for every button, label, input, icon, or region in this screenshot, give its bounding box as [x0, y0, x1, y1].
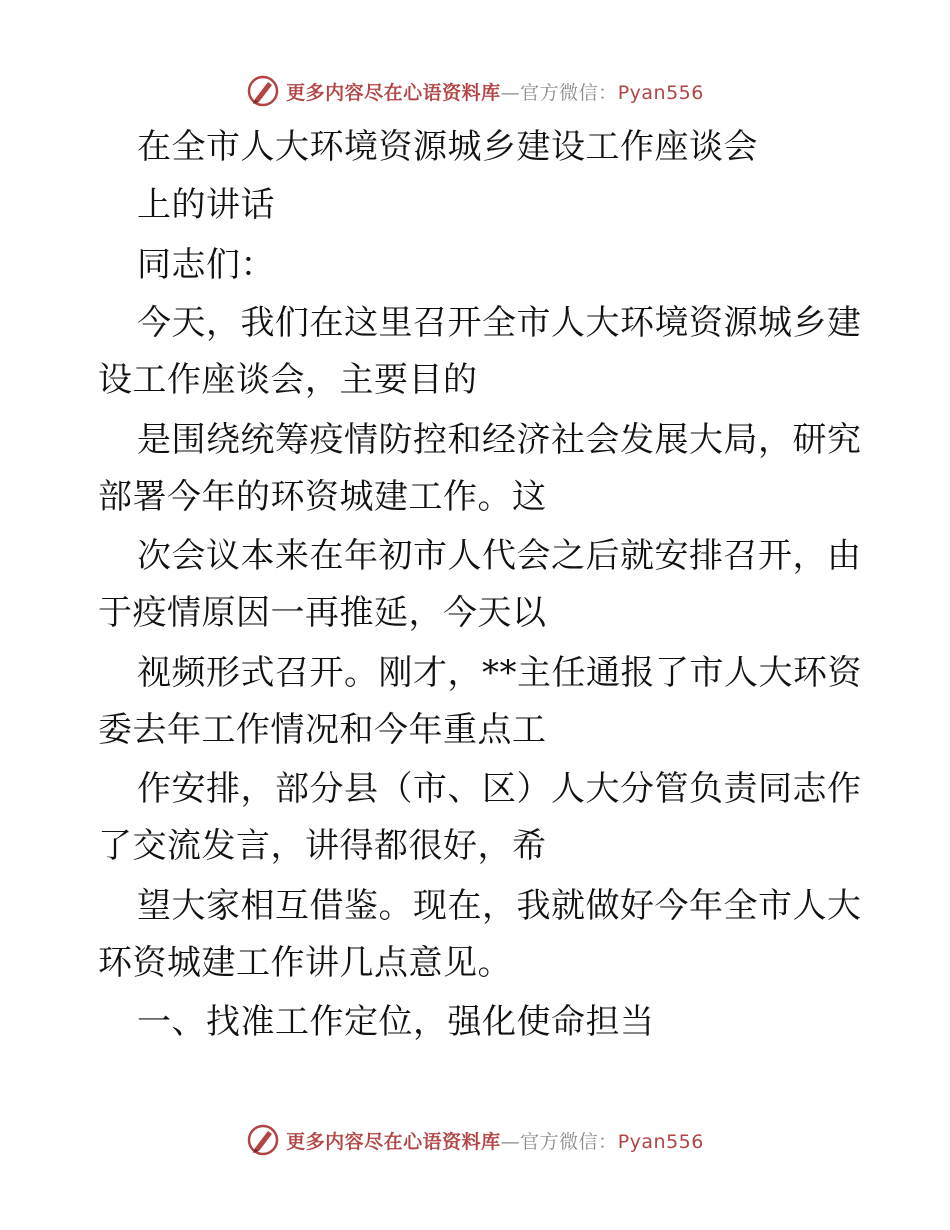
header-watermark: [0, 71, 950, 111]
paragraph-line: 视频形式召开。刚才，**主任通报了市人大环资: [137, 653, 862, 693]
paragraph-line: 今天，我们在这里召开全市人大环境资源城乡建: [137, 303, 862, 343]
paragraph-line: 了交流发言，讲得都很好，希: [98, 826, 547, 866]
logo-icon: [246, 74, 280, 108]
watermark-dash: —: [500, 1130, 521, 1153]
watermark-main: 更多内容尽在心语资料库: [286, 81, 501, 104]
logo-icon: [246, 1123, 280, 1157]
paragraph-line: 于疫情原因一再推延，今天以: [98, 593, 547, 633]
watermark-text: [286, 1127, 704, 1154]
section-heading: 一、找准工作定位，强化使命担当: [137, 1002, 655, 1042]
paragraph-line: 望大家相互借鉴。现在，我就做好今年全市人大: [137, 886, 862, 926]
watermark-dash: —: [500, 81, 521, 104]
paragraph-line: 次会议本来在年初市人代会之后就安排召开，由: [137, 536, 862, 576]
paragraph-line: 环资城建工作讲几点意见。: [98, 943, 512, 983]
paragraph-line: 委去年工作情况和今年重点工: [98, 710, 547, 750]
watermark-main: 更多内容尽在心语资料库: [286, 1130, 501, 1153]
watermark-wechat-label: 官方微信：: [520, 81, 618, 104]
salutation: 同志们：: [137, 245, 275, 285]
watermark-wechat-id: Pyan556: [617, 81, 704, 104]
paragraph-line: 作安排，部分县（市、区）人大分管负责同志作: [137, 769, 862, 809]
paragraph-line: 设工作座谈会，主要目的: [98, 360, 478, 400]
footer-watermark: [0, 1120, 950, 1160]
paragraph-line: 部署今年的环资城建工作。这: [98, 477, 547, 517]
watermark-wechat-id: Pyan556: [617, 1130, 704, 1153]
document-title-line1: 在全市人大环境资源城乡建设工作座谈会: [137, 127, 758, 167]
watermark-wechat-label: 官方微信：: [520, 1130, 618, 1153]
paragraph-line: 是围绕统筹疫情防控和经济社会发展大局，研究: [137, 420, 862, 460]
document-title-line2: 上的讲话: [137, 185, 275, 225]
watermark-text: [286, 78, 704, 105]
